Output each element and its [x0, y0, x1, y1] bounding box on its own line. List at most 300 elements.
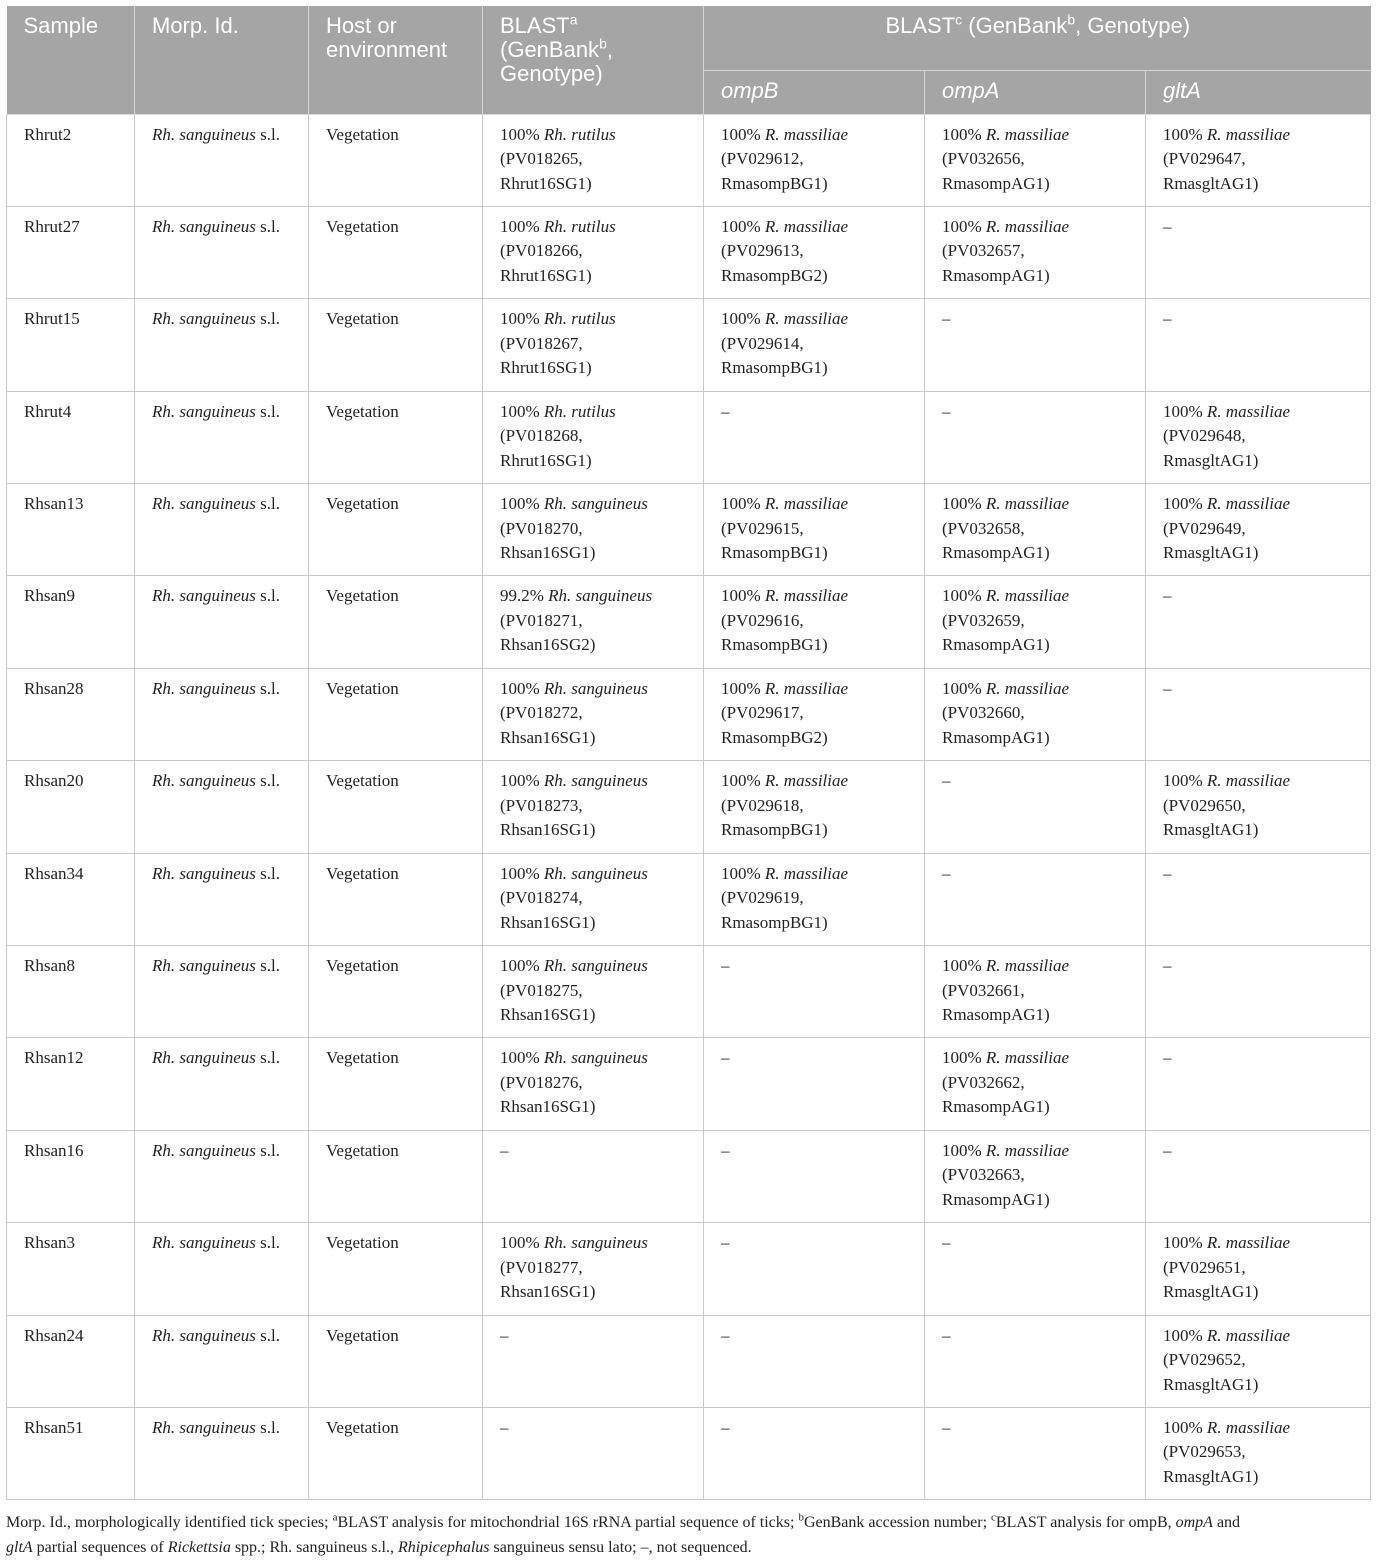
- footnote-part: sanguineus sensu lato; –, not sequenced.: [489, 1539, 752, 1557]
- header-blast-a-sup: a: [569, 11, 578, 28]
- species-name: R. massiliae: [985, 1140, 1070, 1160]
- identity-percent: 100%: [942, 956, 982, 976]
- genotype: RmasgltAG1): [1163, 173, 1259, 193]
- identity-percent: 100%: [942, 1140, 982, 1160]
- header-blast-a-text: BLAST: [500, 13, 570, 38]
- morp-suffix: s.l.: [255, 124, 280, 144]
- genbank-accession: (PV032658,: [942, 518, 1025, 538]
- cell-morp-id: [135, 576, 309, 668]
- cell-blast-16s: [483, 484, 704, 576]
- sample-id: Rhsan34: [24, 863, 84, 883]
- genbank-accession: (PV029613,: [721, 241, 804, 261]
- morp-species: Rh. sanguineus: [152, 956, 256, 976]
- identity-percent: 100%: [500, 309, 540, 329]
- species-name: R. massiliae: [985, 216, 1070, 236]
- morp-species: Rh. sanguineus: [152, 401, 256, 421]
- not-sequenced-dash: –: [942, 1417, 951, 1437]
- morp-suffix: s.l.: [255, 1140, 280, 1160]
- genbank-accession: (PV018276,: [500, 1072, 583, 1092]
- cell-sample: [7, 206, 135, 298]
- cell-ompb: [704, 114, 925, 206]
- cell-ompa: [925, 114, 1146, 206]
- host-environment: Vegetation: [326, 309, 399, 329]
- sample-id: Rhsan12: [24, 1048, 84, 1068]
- species-name: R. massiliae: [985, 956, 1070, 976]
- morp-species: Rh. sanguineus: [152, 216, 256, 236]
- identity-percent: 100%: [500, 494, 540, 514]
- cell-sample: [7, 668, 135, 760]
- cell-sample: [7, 391, 135, 483]
- morp-suffix: s.l.: [255, 309, 280, 329]
- cell-morp-id: [135, 114, 309, 206]
- identity-percent: 100%: [721, 586, 761, 606]
- genbank-accession: (PV029617,: [721, 703, 804, 723]
- genotype: RmasgltAG1): [1163, 1282, 1259, 1302]
- identity-percent: 100%: [1163, 124, 1203, 144]
- cell-glta: [1146, 114, 1371, 206]
- cell-host: [309, 1315, 483, 1407]
- species-name: R. massiliae: [764, 586, 849, 606]
- not-sequenced-dash: –: [942, 771, 951, 791]
- identity-percent: 100%: [942, 216, 982, 236]
- cell-sample: [7, 484, 135, 576]
- header-sample: [7, 6, 135, 114]
- genbank-accession: (PV032661,: [942, 980, 1025, 1000]
- cell-host: [309, 1130, 483, 1222]
- sample-id: Rhsan20: [24, 771, 84, 791]
- footnote-italic: Rhipicephalus: [397, 1539, 490, 1557]
- cell-glta: [1146, 576, 1371, 668]
- morp-species: Rh. sanguineus: [152, 1048, 256, 1068]
- cell-blast-16s: [483, 1130, 704, 1222]
- identity-percent: 100%: [721, 124, 761, 144]
- header-ompb-text: ompB: [721, 77, 779, 103]
- table-row: [7, 299, 1371, 391]
- not-sequenced-dash: –: [1163, 309, 1172, 329]
- species-name: Rh. rutilus: [543, 216, 616, 236]
- cell-blast-16s: [483, 1038, 704, 1130]
- genbank-accession: (PV018265,: [500, 149, 583, 168]
- sample-id: Rhsan51: [24, 1417, 84, 1437]
- identity-percent: 100%: [1163, 401, 1203, 421]
- identity-percent: 100%: [500, 678, 540, 698]
- cell-host: [309, 668, 483, 760]
- not-sequenced-dash: –: [1163, 1140, 1172, 1160]
- not-sequenced-dash: –: [721, 1417, 730, 1437]
- identity-percent: 100%: [500, 1048, 540, 1068]
- species-name: R. massiliae: [764, 309, 849, 329]
- genotype: Rhrut16SG1): [500, 450, 592, 470]
- genotype: Rhsan16SG1): [500, 1282, 596, 1302]
- morp-species: Rh. sanguineus: [152, 863, 256, 883]
- cell-blast-16s: [483, 1223, 704, 1315]
- species-name: R. massiliae: [1206, 401, 1291, 421]
- cell-sample: [7, 576, 135, 668]
- species-name: R. massiliae: [985, 678, 1070, 698]
- morp-species: Rh. sanguineus: [152, 124, 256, 144]
- genotype: Rhsan16SG1): [500, 727, 596, 747]
- cell-glta: [1146, 761, 1371, 853]
- host-environment: Vegetation: [326, 1048, 399, 1068]
- cell-ompb: [704, 1223, 925, 1315]
- sample-id: Rhsan13: [24, 494, 84, 514]
- genotype: RmasompAG1): [942, 727, 1050, 747]
- genbank-accession: (PV018267,: [500, 333, 583, 353]
- cell-ompb: [704, 1315, 925, 1407]
- header-glta-text: gltA: [1163, 77, 1201, 103]
- morp-suffix: s.l.: [255, 1048, 280, 1068]
- cell-morp-id: [135, 1038, 309, 1130]
- footnote-part: partial sequences of: [32, 1539, 168, 1557]
- morp-species: Rh. sanguineus: [152, 309, 256, 329]
- genotype: RmasompBG1): [721, 635, 828, 655]
- cell-host: [309, 114, 483, 206]
- table-header: [7, 6, 1371, 114]
- genbank-accession: (PV032659,: [942, 610, 1025, 630]
- genbank-accession: (PV032657,: [942, 241, 1025, 261]
- identity-percent: 100%: [500, 771, 540, 791]
- cell-sample: [7, 1223, 135, 1315]
- header-host-line2: environment: [326, 37, 448, 62]
- species-name: R. massiliae: [764, 216, 849, 236]
- cell-morp-id: [135, 484, 309, 576]
- genbank-accession: (PV018270,: [500, 518, 583, 538]
- genotype: RmasompBG2): [721, 265, 828, 285]
- cell-glta: [1146, 1407, 1371, 1499]
- host-environment: Vegetation: [326, 124, 399, 144]
- cell-ompb: [704, 299, 925, 391]
- morp-suffix: s.l.: [255, 1417, 280, 1437]
- cell-blast-16s: [483, 576, 704, 668]
- cell-host: [309, 206, 483, 298]
- header-morp-id-text: Morp. Id.: [152, 13, 239, 38]
- morp-species: Rh. sanguineus: [152, 1325, 256, 1345]
- cell-glta: [1146, 853, 1371, 945]
- cell-host: [309, 299, 483, 391]
- cell-blast-16s: [483, 206, 704, 298]
- cell-morp-id: [135, 668, 309, 760]
- host-environment: Vegetation: [326, 678, 399, 698]
- genbank-accession: (PV032663,: [942, 1165, 1025, 1185]
- not-sequenced-dash: –: [1163, 863, 1172, 883]
- not-sequenced-dash: –: [500, 1417, 509, 1437]
- cell-ompb: [704, 1407, 925, 1499]
- species-name: Rh. sanguineus: [543, 956, 648, 976]
- genotype: RmasompBG1): [721, 912, 828, 932]
- cell-ompb: [704, 391, 925, 483]
- genbank-accession: (PV018272,: [500, 703, 583, 723]
- table-row: [7, 1130, 1371, 1222]
- footnote-part: and: [1212, 1514, 1241, 1532]
- results-table: [6, 6, 1371, 1500]
- not-sequenced-dash: –: [942, 309, 951, 329]
- footnote-part: Morp. Id., morphologically identified tick species;: [6, 1514, 333, 1532]
- not-sequenced-dash: –: [942, 1325, 951, 1345]
- cell-ompa: [925, 299, 1146, 391]
- cell-ompb: [704, 946, 925, 1038]
- genbank-accession: (PV029612,: [721, 149, 804, 168]
- genbank-accession: (PV029651,: [1163, 1257, 1246, 1277]
- cell-morp-id: [135, 1223, 309, 1315]
- genotype: RmasompBG1): [721, 358, 828, 378]
- header-blast-a-genbank-sup: b: [599, 35, 607, 52]
- cell-ompb: [704, 484, 925, 576]
- species-name: Rh. sanguineus: [543, 771, 648, 791]
- genotype: Rhsan16SG1): [500, 912, 596, 932]
- species-name: R. massiliae: [764, 494, 849, 514]
- genbank-accession: (PV018277,: [500, 1257, 583, 1277]
- table-row: [7, 668, 1371, 760]
- table-row: [7, 1038, 1371, 1130]
- table-container: [6, 6, 1370, 1560]
- identity-percent: 100%: [1163, 494, 1203, 514]
- genotype: RmasompAG1): [942, 543, 1050, 563]
- cell-ompb: [704, 206, 925, 298]
- not-sequenced-dash: –: [1163, 678, 1172, 698]
- genbank-accession: (PV029649,: [1163, 518, 1246, 538]
- not-sequenced-dash: –: [1163, 216, 1172, 236]
- table-row: [7, 114, 1371, 206]
- cell-blast-16s: [483, 668, 704, 760]
- sample-id: Rhsan8: [24, 956, 75, 976]
- cell-glta: [1146, 1315, 1371, 1407]
- genbank-accession: (PV018273,: [500, 795, 583, 815]
- genotype: RmasompAG1): [942, 635, 1050, 655]
- morp-suffix: s.l.: [255, 1325, 280, 1345]
- species-name: Rh. sanguineus: [543, 494, 648, 514]
- not-sequenced-dash: –: [1163, 586, 1172, 606]
- cell-ompb: [704, 668, 925, 760]
- cell-ompa: [925, 484, 1146, 576]
- table-row: [7, 1407, 1371, 1499]
- cell-host: [309, 946, 483, 1038]
- genbank-accession: (PV018275,: [500, 980, 583, 1000]
- genotype: RmasompBG1): [721, 173, 828, 193]
- genotype: RmasompAG1): [942, 1005, 1050, 1025]
- table-body: [7, 114, 1371, 1500]
- cell-morp-id: [135, 1407, 309, 1499]
- cell-glta: [1146, 1223, 1371, 1315]
- table-row: [7, 853, 1371, 945]
- footnote-part: BLAST analysis for ompB,: [995, 1514, 1176, 1532]
- cell-morp-id: [135, 853, 309, 945]
- genotype: RmasompAG1): [942, 1097, 1050, 1117]
- sample-id: Rhrut4: [24, 401, 72, 421]
- cell-blast-16s: [483, 299, 704, 391]
- species-name: R. massiliae: [764, 771, 849, 791]
- sample-id: Rhsan3: [24, 1233, 75, 1253]
- species-name: R. massiliae: [1206, 1325, 1291, 1345]
- genbank-accession: (PV032656,: [942, 149, 1025, 168]
- cell-sample: [7, 114, 135, 206]
- species-name: R. massiliae: [764, 678, 849, 698]
- morp-species: Rh. sanguineus: [152, 1233, 256, 1253]
- header-host: [309, 6, 483, 114]
- header-blast-c-genotype: , Genotype): [1075, 13, 1191, 38]
- identity-percent: 100%: [721, 216, 761, 236]
- genotype: Rhsan16SG2): [500, 635, 596, 655]
- not-sequenced-dash: –: [721, 956, 730, 976]
- cell-ompa: [925, 1223, 1146, 1315]
- cell-ompb: [704, 1130, 925, 1222]
- genotype: RmasompBG2): [721, 727, 828, 747]
- footnote-part: BLAST analysis for mitochondrial 16S rRNA partial sequence of ticks;: [337, 1514, 799, 1532]
- species-name: R. massiliae: [985, 586, 1070, 606]
- cell-ompb: [704, 576, 925, 668]
- morp-suffix: s.l.: [255, 586, 280, 606]
- identity-percent: 100%: [942, 678, 982, 698]
- genbank-accession: (PV029648,: [1163, 426, 1246, 446]
- identity-percent: 100%: [1163, 771, 1203, 791]
- header-sample-text: Sample: [23, 13, 99, 38]
- identity-percent: 100%: [500, 1233, 540, 1253]
- cell-blast-16s: [483, 853, 704, 945]
- cell-sample: [7, 853, 135, 945]
- table-row: [7, 1315, 1371, 1407]
- genotype: Rhrut16SG1): [500, 358, 592, 378]
- host-environment: Vegetation: [326, 1140, 399, 1160]
- genbank-accession: (PV018268,: [500, 426, 583, 446]
- cell-sample: [7, 1407, 135, 1499]
- genotype: RmasgltAG1): [1163, 543, 1259, 563]
- species-name: R. massiliae: [985, 1048, 1070, 1068]
- header-blast-rickettsia: [704, 6, 1371, 70]
- morp-suffix: s.l.: [255, 494, 280, 514]
- cell-ompa: [925, 761, 1146, 853]
- cell-ompb: [704, 853, 925, 945]
- genbank-accession: (PV029652,: [1163, 1350, 1246, 1370]
- cell-morp-id: [135, 761, 309, 853]
- header-blast-c-genbank: (GenBank: [962, 13, 1068, 38]
- cell-glta: [1146, 206, 1371, 298]
- cell-glta: [1146, 484, 1371, 576]
- genbank-accession: (PV018271,: [500, 610, 583, 630]
- species-name: R. massiliae: [764, 124, 849, 144]
- cell-blast-16s: [483, 761, 704, 853]
- cell-ompa: [925, 206, 1146, 298]
- cell-morp-id: [135, 946, 309, 1038]
- species-name: Rh. sanguineus: [543, 678, 648, 698]
- species-name: R. massiliae: [764, 863, 849, 883]
- not-sequenced-dash: –: [942, 401, 951, 421]
- identity-percent: 100%: [1163, 1233, 1203, 1253]
- species-name: R. massiliae: [1206, 494, 1291, 514]
- cell-host: [309, 761, 483, 853]
- table-row: [7, 946, 1371, 1038]
- genotype: Rhsan16SG1): [500, 543, 596, 563]
- footnote-italic: Rickettsia: [167, 1539, 231, 1557]
- cell-ompb: [704, 761, 925, 853]
- morp-suffix: s.l.: [255, 678, 280, 698]
- footnote-sup: a: [332, 1512, 338, 1525]
- species-name: Rh. rutilus: [543, 124, 616, 144]
- identity-percent: 100%: [942, 586, 982, 606]
- cell-morp-id: [135, 1130, 309, 1222]
- cell-ompa: [925, 576, 1146, 668]
- footnote-sup: b: [798, 1512, 804, 1525]
- host-environment: Vegetation: [326, 771, 399, 791]
- species-name: R. massiliae: [1206, 1233, 1291, 1253]
- cell-sample: [7, 1315, 135, 1407]
- species-name: R. massiliae: [985, 124, 1070, 144]
- cell-blast-16s: [483, 1407, 704, 1499]
- table-row: [7, 206, 1371, 298]
- cell-blast-16s: [483, 391, 704, 483]
- morp-species: Rh. sanguineus: [152, 494, 256, 514]
- genotype: RmasgltAG1): [1163, 1466, 1259, 1486]
- genotype: Rhrut16SG1): [500, 173, 592, 193]
- cell-morp-id: [135, 206, 309, 298]
- table-row: [7, 484, 1371, 576]
- cell-blast-16s: [483, 1315, 704, 1407]
- not-sequenced-dash: –: [500, 1325, 509, 1345]
- identity-percent: 100%: [721, 678, 761, 698]
- header-glta: [1146, 70, 1371, 114]
- sample-id: Rhrut2: [24, 124, 72, 144]
- morp-suffix: s.l.: [255, 771, 280, 791]
- genotype: RmasompAG1): [942, 265, 1050, 285]
- header-morp-id: [135, 6, 309, 114]
- cell-glta: [1146, 299, 1371, 391]
- host-environment: Vegetation: [326, 1325, 399, 1345]
- footnote-italic: gltA: [6, 1539, 33, 1557]
- genbank-accession: (PV029618,: [721, 795, 804, 815]
- header-blast-16s: [483, 6, 704, 114]
- genotype: RmasompBG1): [721, 820, 828, 840]
- identity-percent: 100%: [942, 1048, 982, 1068]
- cell-glta: [1146, 946, 1371, 1038]
- species-name: Rh. sanguineus: [548, 586, 653, 606]
- cell-host: [309, 484, 483, 576]
- species-name: R. massiliae: [1206, 124, 1291, 144]
- cell-blast-16s: [483, 946, 704, 1038]
- genbank-accession: (PV029614,: [721, 333, 804, 353]
- not-sequenced-dash: –: [942, 1233, 951, 1253]
- morp-species: Rh. sanguineus: [152, 586, 256, 606]
- sample-id: Rhrut27: [24, 216, 80, 236]
- table-row: [7, 761, 1371, 853]
- identity-percent: 100%: [1163, 1325, 1203, 1345]
- header-ompb: [704, 70, 925, 114]
- genotype: Rhsan16SG1): [500, 820, 596, 840]
- morp-suffix: s.l.: [255, 216, 280, 236]
- cell-glta: [1146, 1038, 1371, 1130]
- cell-host: [309, 1407, 483, 1499]
- cell-sample: [7, 1130, 135, 1222]
- cell-ompa: [925, 391, 1146, 483]
- genotype: RmasgltAG1): [1163, 450, 1259, 470]
- header-blast-a-genbank: (GenBank: [500, 37, 600, 62]
- footnote-sup: c: [991, 1512, 996, 1525]
- sample-id: Rhsan28: [24, 678, 84, 698]
- not-sequenced-dash: –: [721, 1233, 730, 1253]
- identity-percent: 100%: [942, 494, 982, 514]
- not-sequenced-dash: –: [942, 863, 951, 883]
- cell-sample: [7, 299, 135, 391]
- species-name: Rh. sanguineus: [543, 1233, 648, 1253]
- table-footnote: [6, 1510, 1370, 1560]
- cell-ompb: [704, 1038, 925, 1130]
- genbank-accession: (PV018266,: [500, 241, 583, 261]
- genotype: Rhsan16SG1): [500, 1005, 596, 1025]
- cell-ompa: [925, 1407, 1146, 1499]
- cell-glta: [1146, 391, 1371, 483]
- cell-sample: [7, 761, 135, 853]
- morp-suffix: s.l.: [255, 956, 280, 976]
- cell-sample: [7, 946, 135, 1038]
- cell-morp-id: [135, 1315, 309, 1407]
- host-environment: Vegetation: [326, 1233, 399, 1253]
